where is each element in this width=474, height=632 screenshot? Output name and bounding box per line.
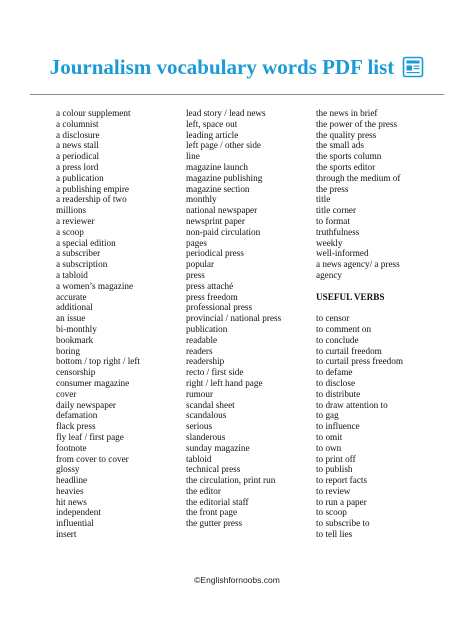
- vocab-item: lead story / lead news: [186, 108, 266, 118]
- vocab-item: slanderous: [186, 431, 226, 442]
- vocab-item: a subscription: [56, 259, 108, 270]
- vocab-item: headline: [56, 475, 88, 486]
- vocab-item: through the medium of: [316, 172, 401, 183]
- vocab-item: newsprint paper: [186, 215, 245, 226]
- vocab-item: title: [316, 194, 331, 205]
- vocab-item: rumour: [186, 388, 214, 399]
- vocab-item: technical press: [186, 464, 241, 475]
- vocab-item: a women’s magazine: [56, 280, 134, 291]
- vocab-item: sunday magazine: [186, 442, 250, 453]
- vocab-item: well-informed: [316, 248, 369, 259]
- vocab-item: scandal sheet: [186, 399, 235, 410]
- footer-credit: ©Englishfornoobs.com: [194, 575, 280, 585]
- vocab-item: press attaché: [186, 280, 234, 291]
- vocab-item: to own: [316, 442, 342, 453]
- vocab-item: from cover to cover: [56, 453, 129, 464]
- vocab-item: scandalous: [186, 410, 227, 421]
- vocab-item: line: [186, 151, 200, 162]
- vocab-item: a readership of two: [56, 194, 127, 205]
- vocab-item: to draw attention to: [316, 399, 388, 410]
- vocab-item: weekly: [316, 237, 343, 248]
- vocab-item: the news in brief: [316, 108, 378, 118]
- vocab-item: boring: [56, 345, 80, 356]
- vocab-item: consumer magazine: [56, 377, 130, 388]
- vocab-item: to defame: [316, 367, 353, 378]
- vocab-item: a news stall: [56, 140, 99, 151]
- vocab-item: national newspaper: [186, 205, 258, 216]
- vocab-item: provincial / national press: [186, 313, 282, 324]
- vocab-item: a press lord: [56, 161, 99, 172]
- vocab-item: agency: [316, 269, 343, 280]
- vocab-item: to influence: [316, 421, 360, 432]
- vocab-item: popular: [186, 259, 215, 270]
- vocab-item: bottom / top right / left: [56, 356, 140, 367]
- vocab-item: tabloid: [186, 453, 212, 464]
- vocab-column-2: [186, 108, 316, 529]
- vocab-item: to omit: [316, 431, 343, 442]
- vocab-item: leading article: [186, 129, 239, 140]
- vocab-item: to format: [316, 215, 350, 226]
- vocab-item: a news agency/ a press: [316, 259, 400, 270]
- vocab-item: the power of the press: [316, 118, 398, 129]
- vocab-item: to publish: [316, 464, 353, 475]
- vocab-item: monthly: [186, 194, 217, 205]
- vocab-item: millions: [56, 205, 87, 216]
- vocab-item: to disclose: [316, 377, 356, 388]
- vocab-item: cover: [56, 388, 77, 399]
- vocab-item: to conclude: [316, 334, 359, 345]
- vocab-item: to subscribe to: [316, 518, 370, 529]
- vocab-item: title corner: [316, 205, 357, 216]
- vocab-item: censorship: [56, 367, 96, 378]
- vocab-item: independent: [56, 507, 101, 518]
- vocab-item: pages: [186, 237, 207, 248]
- vocab-item: the front page: [186, 507, 238, 518]
- vocab-item: to tell lies: [316, 529, 353, 540]
- vocab-item: left page / other side: [186, 140, 262, 151]
- title-row: [0, 52, 474, 82]
- vocab-item: magazine publishing: [186, 172, 263, 183]
- vocab-item: a publication: [56, 172, 104, 183]
- vocab-item: defamation: [56, 410, 98, 421]
- newspaper-icon: [402, 56, 424, 78]
- vocab-item: press freedom: [186, 291, 238, 302]
- vocab-item: non-paid circulation: [186, 226, 261, 237]
- vocab-item: accurate: [56, 291, 87, 302]
- vocab-item: readers: [186, 345, 213, 356]
- useful-verbs-heading: USEFUL VERBS: [316, 291, 385, 302]
- vocab-item: to curtail freedom: [316, 345, 382, 356]
- vocab-item: truthfulness: [316, 226, 360, 237]
- vocab-item: glossy: [56, 464, 80, 475]
- vocab-column-1: [56, 108, 186, 540]
- vocab-item: a disclosure: [56, 129, 100, 140]
- vocab-item: press: [186, 269, 205, 280]
- vocab-item: periodical press: [186, 248, 244, 259]
- vocab-item: left, space out: [186, 118, 238, 129]
- vocab-item: right / left hand page: [186, 377, 263, 388]
- vocab-item: to scoop: [316, 507, 347, 518]
- vocab-item: a columnist: [56, 118, 99, 129]
- vocab-item: influential: [56, 518, 94, 529]
- vocab-item: a special edition: [56, 237, 116, 248]
- vocab-item: publication: [186, 323, 228, 334]
- vocab-item: the small ads: [316, 140, 364, 151]
- vocab-item: to curtail press freedom: [316, 356, 403, 367]
- vocab-item: daily newspaper: [56, 399, 116, 410]
- vocab-item: a scoop: [56, 226, 84, 237]
- vocab-item: a subscriber: [56, 248, 101, 259]
- vocab-item: magazine launch: [186, 161, 248, 172]
- vocab-item: bi-monthly: [56, 323, 97, 334]
- vocab-item: additional: [56, 302, 93, 313]
- vocab-item: the sports column: [316, 151, 382, 162]
- vocab-item: a colour supplement: [56, 108, 131, 118]
- vocab-item: recto / first side: [186, 367, 244, 378]
- vocab-column-3-words: [316, 108, 456, 281]
- vocab-item: bookmark: [56, 334, 94, 345]
- useful-verbs-list: [316, 313, 456, 540]
- vocab-item: the circulation, print run: [186, 475, 276, 486]
- vocab-item: the sports editor: [316, 161, 376, 172]
- vocab-item: footnote: [56, 442, 87, 453]
- vocab-item: the editorial staff: [186, 496, 249, 507]
- vocab-item: magazine section: [186, 183, 250, 194]
- vocab-item: a publishing empire: [56, 183, 129, 194]
- vocab-item: to distribute: [316, 388, 361, 399]
- vocab-item: to run a paper: [316, 496, 367, 507]
- vocab-item: to gag: [316, 410, 339, 421]
- vocab-item: flack press: [56, 421, 96, 432]
- vocab-item: an issue: [56, 313, 86, 324]
- vocab-item: a reviewer: [56, 215, 95, 226]
- vocab-item: a periodical: [56, 151, 100, 162]
- vocab-item: insert: [56, 529, 77, 540]
- vocab-item: the editor: [186, 485, 221, 496]
- vocab-item: to print off: [316, 453, 356, 464]
- vocab-item: fly leaf / first page: [56, 431, 124, 442]
- vocab-item: hit news: [56, 496, 87, 507]
- page-title: Journalism vocabulary words PDF list: [49, 54, 395, 79]
- vocab-item: readable: [186, 334, 218, 345]
- vocab-item: to report facts: [316, 475, 368, 486]
- vocab-item: a tabloid: [56, 269, 88, 280]
- title-divider: [30, 94, 444, 95]
- vocab-item: serious: [186, 421, 213, 432]
- vocab-item: to censor: [316, 313, 350, 324]
- vocab-item: to review: [316, 485, 351, 496]
- vocab-item: the gutter press: [186, 518, 243, 529]
- vocab-item: professional press: [186, 302, 253, 313]
- vocab-item: to comment on: [316, 323, 372, 334]
- vocab-item: readership: [186, 356, 225, 367]
- vocab-item: heavies: [56, 485, 84, 496]
- vocab-column-3: [316, 108, 456, 540]
- vocab-item: the press: [316, 183, 349, 194]
- vocab-item: the quality press: [316, 129, 377, 140]
